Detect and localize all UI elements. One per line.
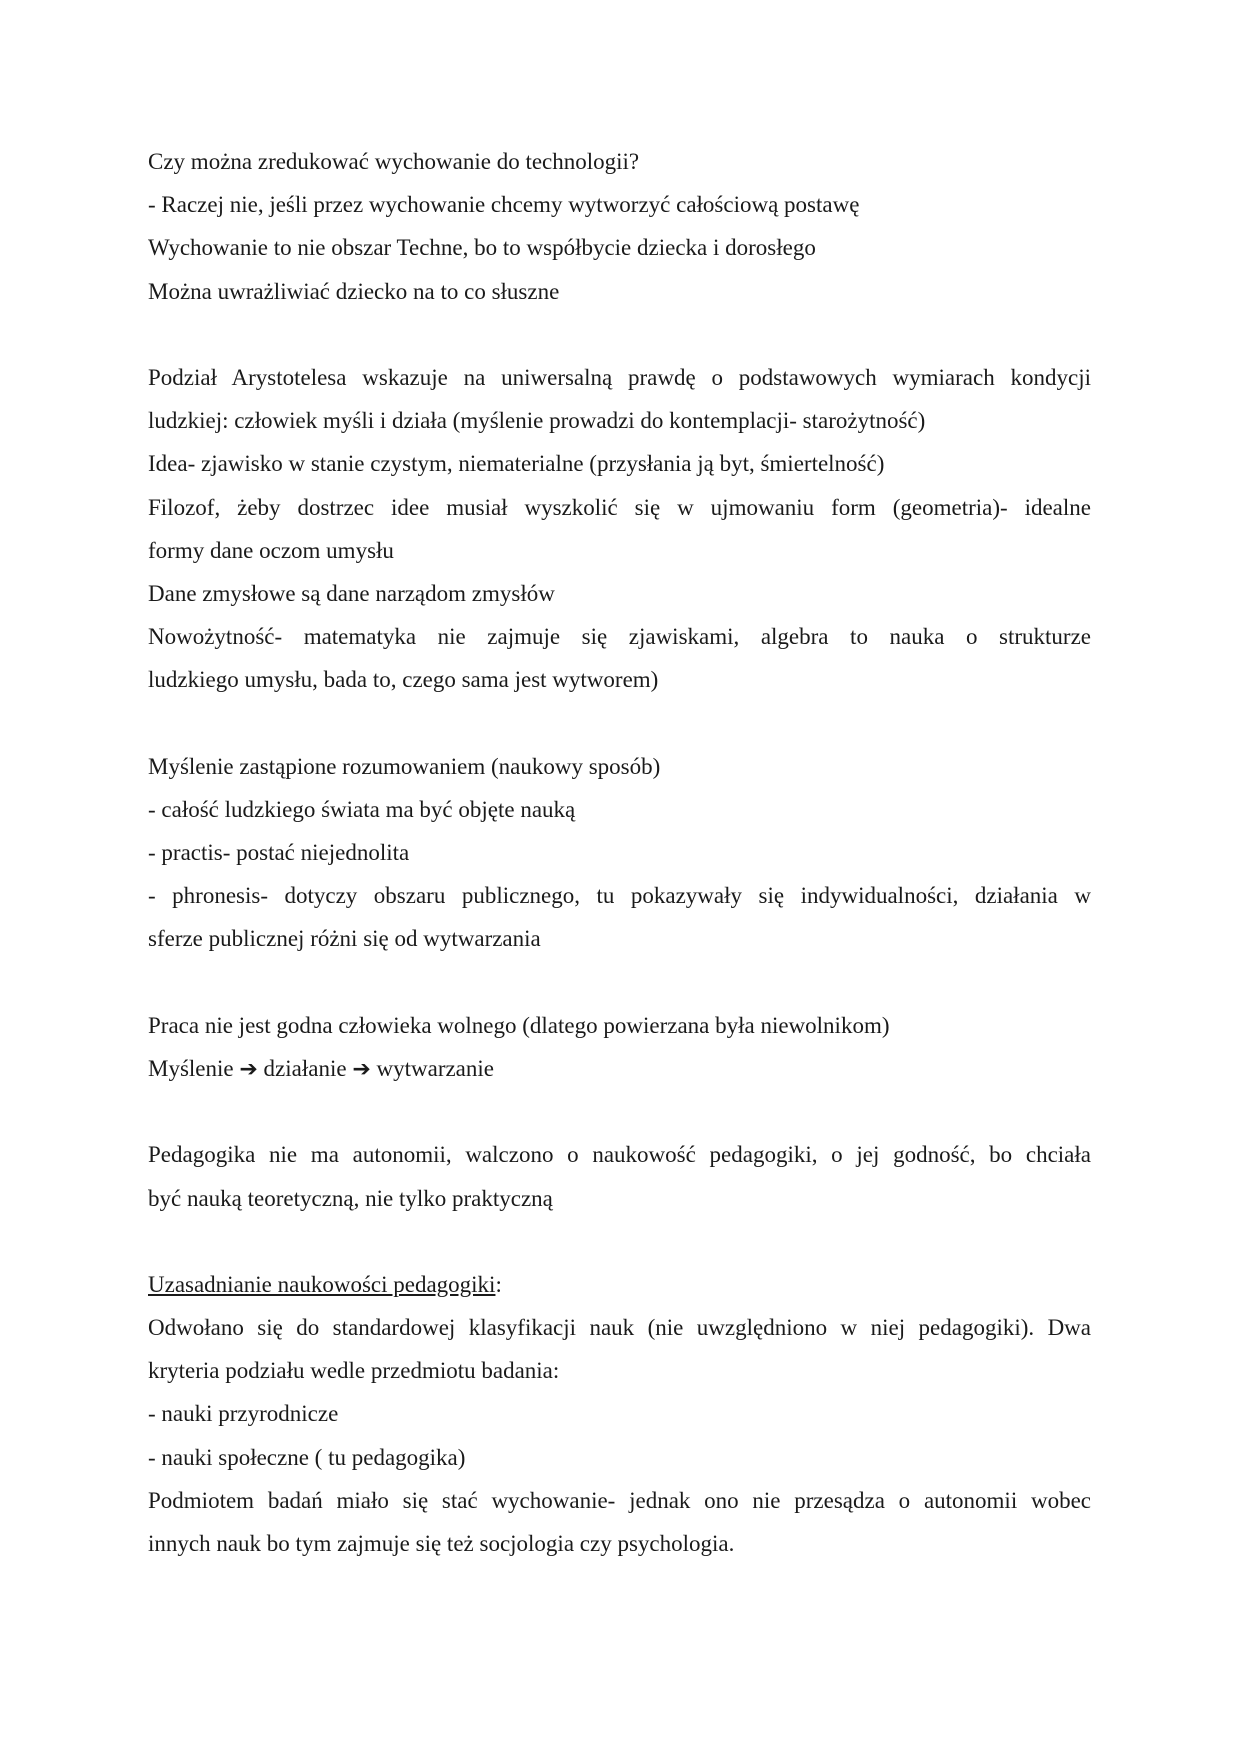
text-line: - nauki przyrodnicze bbox=[148, 1401, 339, 1427]
text-line: Podmiotem badań miało się stać wychowanie- jednak ono nie przesądza o autonomii wobec bbox=[148, 1487, 1091, 1513]
text-line: ludzkiej: człowiek myśli i działa (myślenie prowadzi do kontemplacji- starożytność) bbox=[148, 408, 926, 434]
text-line: Czy można zredukować wychowanie do technologii? bbox=[148, 149, 640, 174]
text-line: - Raczej nie, jeśli przez wychowanie chcemy wytworzyć całościową postawę bbox=[148, 192, 860, 218]
text-line: Można uwrażliwiać dziecko na to co słuszne bbox=[148, 278, 560, 304]
blank-line bbox=[148, 961, 1091, 1004]
arrow-sequence-line bbox=[148, 1047, 1091, 1090]
text-line: - całość ludzkiego świata ma być objęte nauką bbox=[148, 796, 576, 822]
sequence-word: wytwarzanie bbox=[376, 1055, 494, 1081]
section-heading: Uzasadnianie naukowości pedagogiki bbox=[148, 1271, 496, 1297]
text-line: Filozof, żeby dostrzec idee musiał wyszkolić się w ujmowaniu form (geometria)- idealne bbox=[148, 494, 1091, 520]
sequence-word: działanie bbox=[263, 1055, 347, 1081]
sequence-word: Myślenie bbox=[148, 1055, 234, 1081]
text-line: - phronesis- dotyczy obszaru publicznego, tu pokazywały się indywidualności, działania w bbox=[148, 883, 1091, 909]
text-line: sferze publicznej różni się od wytwarzania bbox=[148, 926, 541, 952]
right-arrow-icon: ➔ bbox=[239, 1056, 258, 1082]
text-line: kryteria podziału wedle przedmiotu badania: bbox=[148, 1358, 560, 1384]
text-line: Dane zmysłowe są dane narządom zmysłów bbox=[148, 580, 555, 606]
section-heading-line bbox=[148, 1263, 1091, 1306]
blank-line bbox=[148, 313, 1091, 356]
text-line: - practis- postać niejednolita bbox=[148, 840, 410, 865]
text-line: formy dane oczom umysłu bbox=[148, 537, 394, 563]
blank-line bbox=[148, 1220, 1091, 1263]
text-line: - nauki społeczne ( tu pedagogika) bbox=[148, 1444, 466, 1470]
blank-line bbox=[148, 701, 1091, 744]
blank-line bbox=[148, 1090, 1091, 1133]
text-line: Praca nie jest godna człowieka wolnego (dlatego powierzana była niewolnikom) bbox=[148, 1012, 890, 1038]
right-arrow-icon: ➔ bbox=[352, 1056, 371, 1082]
text-line: Podział Arystotelesa wskazuje na uniwersalną prawdę o podstawowych wymiarach kondycji bbox=[148, 364, 1091, 390]
text-line: Wychowanie to nie obszar Techne, bo to współbycie dziecka i dorosłego bbox=[148, 235, 816, 261]
text-line: Pedagogika nie ma autonomii, walczono o naukowość pedagogiki, o jej godność, bo chciała bbox=[148, 1142, 1091, 1168]
text-line: Myślenie zastąpione rozumowaniem (naukowy sposób) bbox=[148, 753, 661, 779]
text-line: być nauką teoretyczną, nie tylko praktyczną bbox=[148, 1185, 553, 1211]
text-line: Nowożytność- matematyka nie zajmuje się zjawiskami, algebra to nauka o strukturze bbox=[148, 624, 1091, 650]
text-line: Idea- zjawisko w stanie czystym, niematerialne (przysłania ją byt, śmiertelność) bbox=[148, 451, 885, 477]
text-line: ludzkiego umysłu, bada to, czego sama jest wytworem) bbox=[148, 667, 659, 693]
text-line: innych nauk bo tym zajmuje się też socjologia czy psychologia. bbox=[148, 1531, 735, 1556]
text-line: Odwołano się do standardowej klasyfikacji nauk (nie uwzględniono w niej pedagogiki). Dwa bbox=[148, 1315, 1091, 1341]
heading-colon: : bbox=[495, 1271, 502, 1297]
document-page bbox=[148, 140, 1091, 1565]
